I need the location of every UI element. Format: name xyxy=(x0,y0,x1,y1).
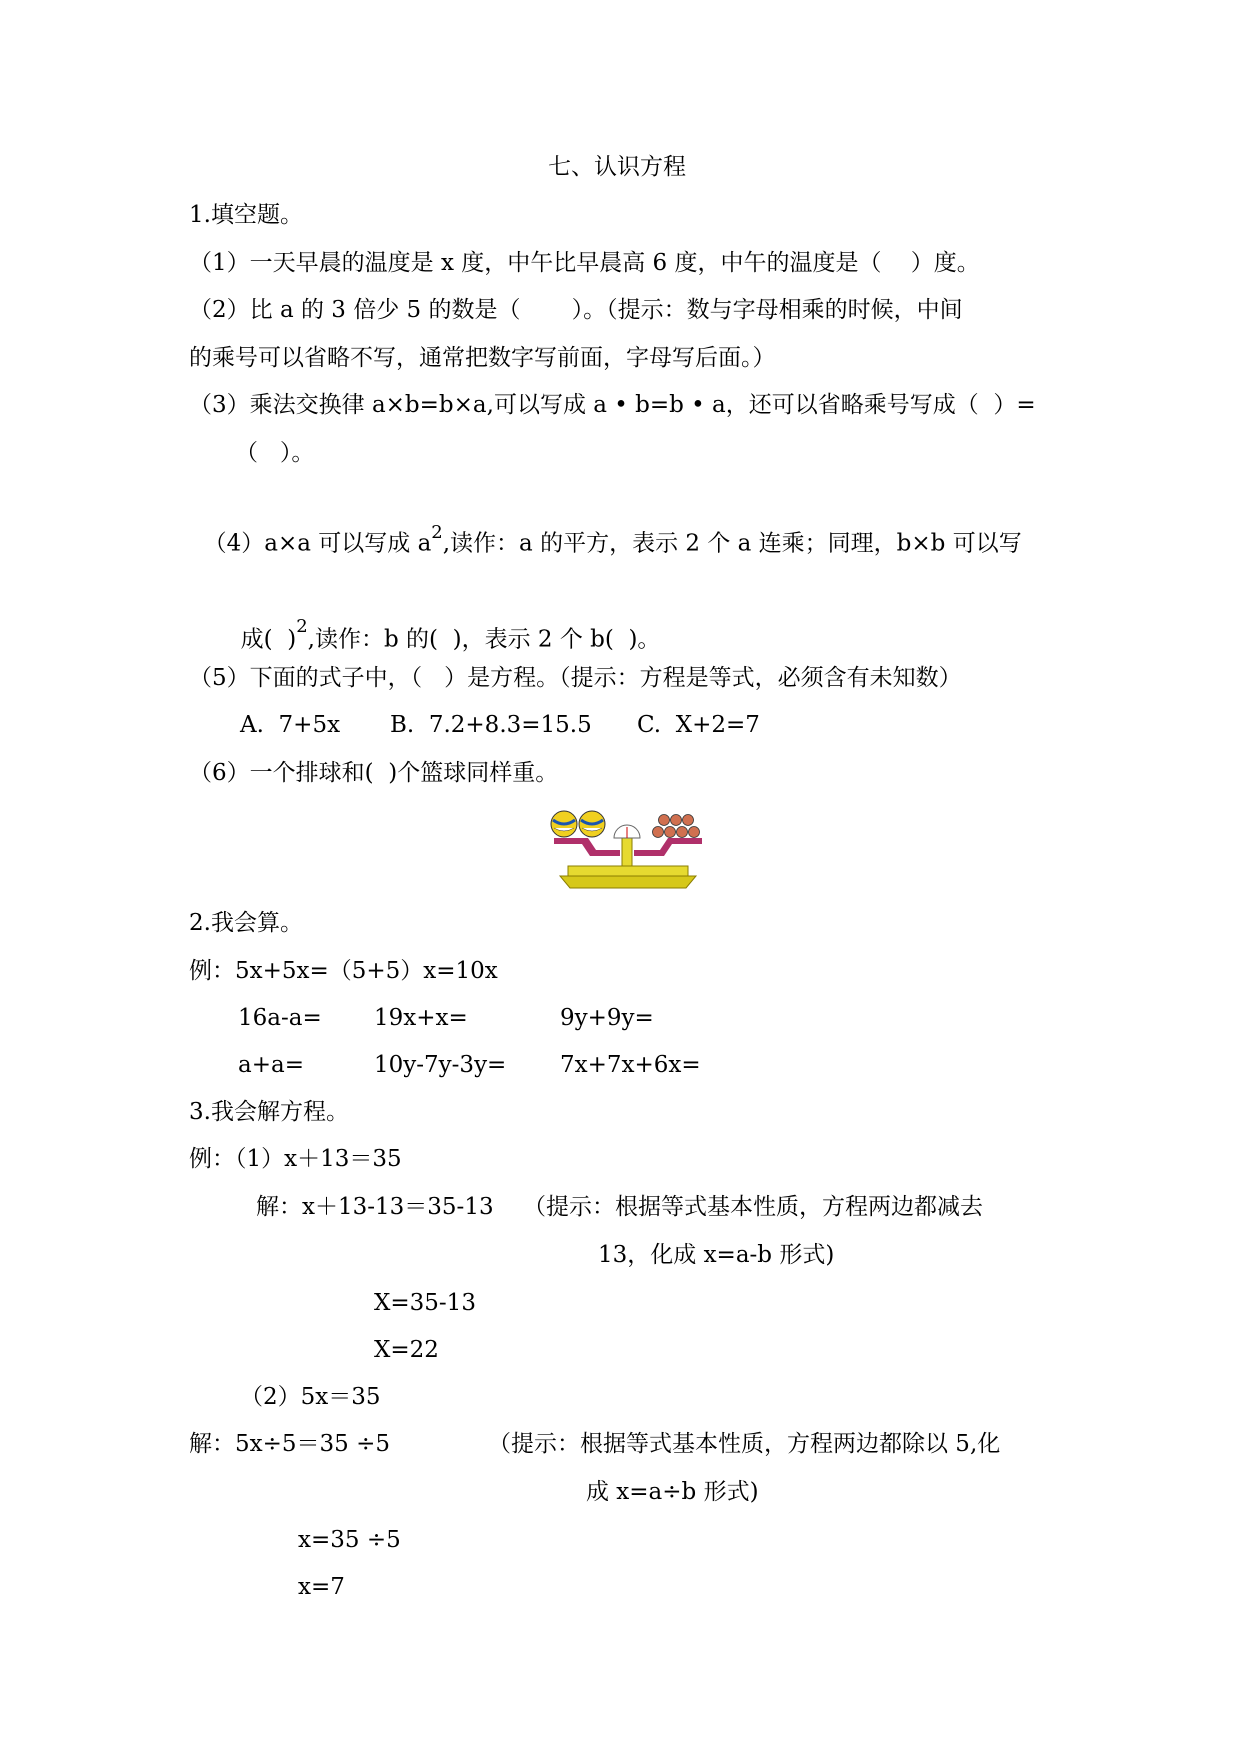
example-1-hint-line1: （提示：根据等式基本性质，方程两边都减去 xyxy=(523,1194,983,1220)
example-1-step2: X=35-13 xyxy=(374,1290,476,1316)
question-6: （6）一个排球和( )个篮球同样重。 xyxy=(189,760,559,786)
balance-scale-illustration xyxy=(548,798,708,890)
q4-text-d: ,读作：b 的( )，表示 2 个 b( )。 xyxy=(307,626,661,653)
question-2-line1: （2）比 a 的 3 倍少 5 的数是（ ）。（提示：数与字母相乘的时候，中间 xyxy=(189,297,963,323)
question-3-line2: （ ）。 xyxy=(235,440,315,466)
scale-base xyxy=(560,876,696,888)
question-3-line1: （3）乘法交换律 a×b=b×a,可以写成 a • b=b • a，还可以省略乘号写成（ ）= xyxy=(189,392,1036,418)
question-2-line2: 的乘号可以省略不写，通常把数字写前面，字母写后面。） xyxy=(189,345,776,371)
section3-heading: 3.我会解方程。 xyxy=(189,1099,349,1125)
example-2-title: （2）5x＝35 xyxy=(240,1384,381,1410)
scale-post xyxy=(622,838,632,866)
question-4-line1 xyxy=(189,492,1022,559)
calc-19x: 19x+x= xyxy=(374,1005,468,1031)
scale-right-arm xyxy=(634,838,702,856)
section2-example: 例：5x+5x=（5+5）x=10x xyxy=(189,958,498,984)
example-2-step3: x=7 xyxy=(298,1574,345,1600)
q5-option-a: A. 7+5x xyxy=(240,712,341,738)
question-5: （5）下面的式子中，（ ）是方程。（提示：方程是等式，必须含有未知数） xyxy=(189,665,962,691)
q4-text-a: （4）a×a 可以写成 a xyxy=(203,530,432,557)
volleyball-1 xyxy=(551,811,577,837)
q4-superscript: 2 xyxy=(431,522,443,543)
example-2-hint-line1: （提示：根据等式基本性质，方程两边都除以 5,化 xyxy=(488,1431,1001,1457)
q5-option-c: C. X+2=7 xyxy=(637,712,760,738)
example-2-hint-line2: 成 x=a÷b 形式) xyxy=(586,1479,759,1505)
example-2-step2: x=35 ÷5 xyxy=(298,1527,401,1553)
scale-left-arm xyxy=(554,838,620,856)
q4-text-c: 成( ) xyxy=(240,626,297,653)
example-2-step1: 解：5x÷5＝35 ÷5 xyxy=(189,1431,390,1457)
question-4-line2 xyxy=(226,588,660,655)
calc-7x: 7x+7x+6x= xyxy=(560,1052,701,1078)
page-title: 七、认识方程 xyxy=(548,154,686,180)
q4-superscript-2: 2 xyxy=(296,616,308,637)
q4-text-b: ,读作：a 的平方，表示 2 个 a 连乘；同理，b×b 可以写 xyxy=(442,530,1022,557)
section2-heading: 2.我会算。 xyxy=(189,910,303,936)
basketball-group xyxy=(653,815,700,838)
example-1-title: 例：（1）x＋13＝35 xyxy=(189,1146,402,1172)
calc-a: a+a= xyxy=(238,1052,304,1078)
example-1-step3: X=22 xyxy=(374,1337,439,1363)
volleyball-2 xyxy=(579,811,605,837)
q5-option-b: B. 7.2+8.3=15.5 xyxy=(390,712,592,738)
calc-9y: 9y+9y= xyxy=(560,1005,654,1031)
example-1-step1: 解：x＋13-13＝35-13 xyxy=(256,1194,494,1220)
section1-heading: 1.填空题。 xyxy=(189,202,303,228)
scale-base-top xyxy=(568,866,688,876)
question-1: （1）一天早晨的温度是 x 度，中午比早晨高 6 度，中午的温度是（ ）度。 xyxy=(189,250,980,276)
example-1-hint-line2: 13，化成 x=a-b 形式) xyxy=(598,1242,835,1268)
calc-16a: 16a-a= xyxy=(238,1005,322,1031)
calc-10y: 10y-7y-3y= xyxy=(374,1052,507,1078)
